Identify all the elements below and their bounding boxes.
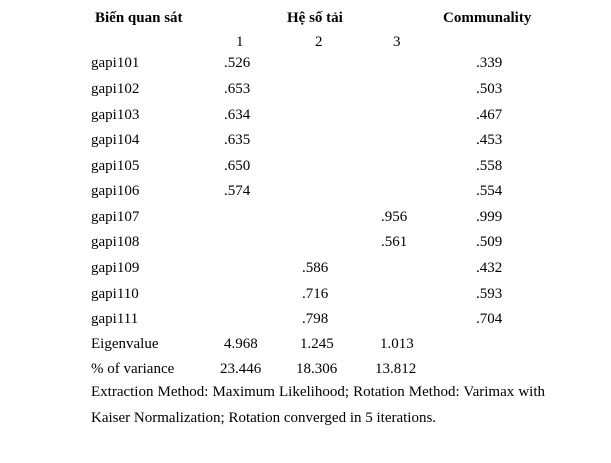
communality-value: .467 bbox=[476, 107, 503, 123]
loading-factor-3: .561 bbox=[381, 234, 408, 250]
loading-factor-1: .634 bbox=[224, 107, 251, 123]
variable-name: gapi108 bbox=[91, 234, 140, 250]
communality-value: .554 bbox=[476, 183, 503, 199]
communality-value: .453 bbox=[476, 132, 503, 148]
communality-value: .503 bbox=[476, 81, 503, 97]
loading-factor-1: .653 bbox=[224, 81, 251, 97]
variable-name: gapi103 bbox=[91, 107, 140, 123]
loading-factor-1: .635 bbox=[224, 132, 251, 148]
loading-factor-2: .716 bbox=[302, 286, 329, 302]
eigenvalue-factor-3: 1.013 bbox=[380, 336, 414, 352]
header-loading: Hệ số tải bbox=[287, 10, 343, 26]
variable-name: gapi105 bbox=[91, 158, 140, 174]
variable-name: gapi104 bbox=[91, 132, 140, 148]
loading-factor-2: .798 bbox=[302, 311, 329, 327]
eigenvalue-factor-2: 1.245 bbox=[300, 336, 334, 352]
variable-name: gapi110 bbox=[91, 286, 139, 302]
variable-name: gapi102 bbox=[91, 81, 140, 97]
variable-name: gapi101 bbox=[91, 55, 140, 71]
variance-factor-3: 13.812 bbox=[375, 361, 417, 377]
method-note: Extraction Method: Maximum Likelihood; Rotation Method: Varimax with Kaiser Normalization; Rotation converged in 5 iterations. bbox=[91, 384, 545, 426]
variable-name: gapi106 bbox=[91, 183, 140, 199]
loading-factor-1: .526 bbox=[224, 55, 251, 71]
variance-factor-1: 23.446 bbox=[220, 361, 262, 377]
variable-name: gapi107 bbox=[91, 209, 140, 225]
loading-factor-3: .956 bbox=[381, 209, 408, 225]
communality-value: .339 bbox=[476, 55, 503, 71]
communality-value: .558 bbox=[476, 158, 503, 174]
eigenvalue-factor-1: 4.968 bbox=[224, 336, 258, 352]
loading-factor-2: .586 bbox=[302, 260, 329, 276]
header-variable: Biến quan sát bbox=[95, 10, 183, 26]
variable-name: gapi109 bbox=[91, 260, 140, 276]
factor-number-2: 2 bbox=[315, 34, 323, 50]
eigenvalue-label: Eigenvalue bbox=[91, 336, 159, 352]
loading-factor-1: .574 bbox=[224, 183, 251, 199]
variance-factor-2: 18.306 bbox=[296, 361, 338, 377]
loading-factor-1: .650 bbox=[224, 158, 251, 174]
variable-name: gapi111 bbox=[91, 311, 139, 327]
communality-value: .593 bbox=[476, 286, 503, 302]
variance-label: % of variance bbox=[91, 361, 175, 377]
communality-value: .704 bbox=[476, 311, 503, 327]
factor-number-1: 1 bbox=[236, 34, 244, 50]
factor-number-3: 3 bbox=[393, 34, 401, 50]
communality-value: .999 bbox=[476, 209, 503, 225]
communality-value: .509 bbox=[476, 234, 503, 250]
header-communality: Communality bbox=[443, 10, 532, 26]
communality-value: .432 bbox=[476, 260, 503, 276]
